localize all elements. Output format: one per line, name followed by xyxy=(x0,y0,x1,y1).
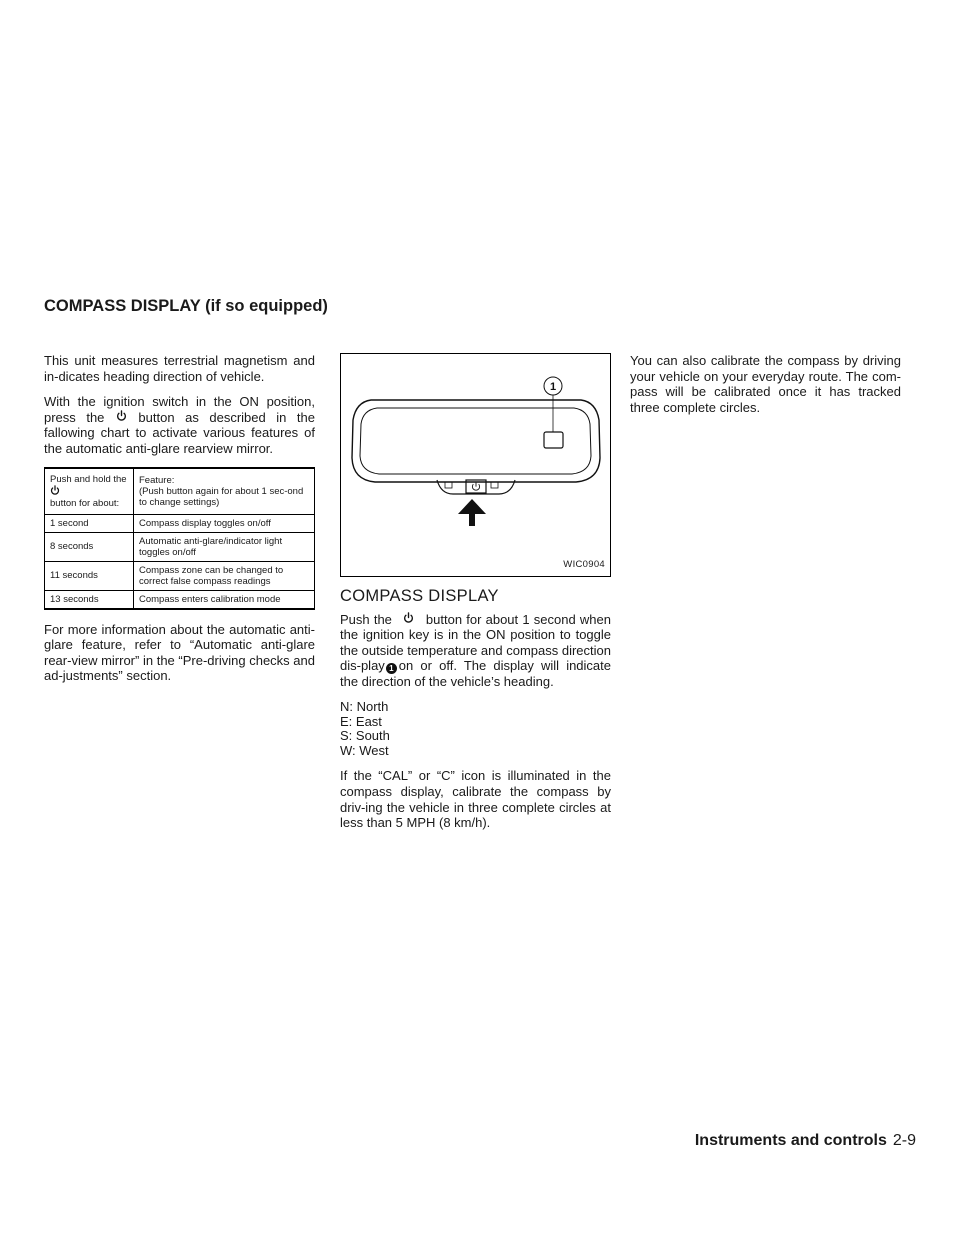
table-cell-time: 11 seconds xyxy=(45,561,134,590)
instruction-text-b: button as described in the fallowing chart to activate various features of the automatic anti-glare rearview mirror. xyxy=(44,409,315,456)
table-row xyxy=(45,514,315,532)
list-item: E: East xyxy=(340,713,382,729)
table-cell-feature: Compass display toggles on/off xyxy=(134,514,315,532)
rearview-mirror-illustration xyxy=(341,354,610,576)
list-item: S: South xyxy=(340,728,390,744)
calibration-paragraph: If the “CAL” or “C” icon is illuminated in the compass display, calibrate the compass by driv-ing the vehicle in three complete circles at less than 5 MPH (8 km/h). xyxy=(340,768,611,831)
toggle-paragraph xyxy=(340,612,611,690)
header-cell-feature xyxy=(134,468,315,515)
table-cell-feature: Compass enters calibration mode xyxy=(134,590,315,609)
section-title: COMPASS DISPLAY (if so equipped) xyxy=(44,297,328,315)
column-3 xyxy=(630,353,901,425)
header-feature-note: (Push button again for about 1 sec-ond to change settings) xyxy=(139,485,304,508)
instruction-paragraph xyxy=(44,394,315,456)
toggle-text-b: button for about 1 second when the ignition key is in the ON position to toggle the outside temperature and compass direction dis-play xyxy=(340,611,611,674)
power-icon xyxy=(50,487,60,498)
figure-callout: 1 xyxy=(549,381,557,393)
column-2 xyxy=(340,353,611,841)
toggle-text-a: Push the xyxy=(340,611,392,627)
table-row xyxy=(45,561,315,590)
table-header-row xyxy=(45,468,315,515)
table-cell-time: 1 second xyxy=(45,514,134,532)
power-icon xyxy=(392,612,426,624)
chapter-label: Instruments and controls xyxy=(694,1132,887,1149)
header-duration-text-a: Push and hold the xyxy=(50,473,127,485)
list-item: N: North xyxy=(340,698,389,714)
mirror-figure xyxy=(340,353,611,577)
table-cell-time: 13 seconds xyxy=(45,590,134,609)
column-1 xyxy=(44,353,315,694)
table-row xyxy=(45,532,315,561)
power-icon xyxy=(104,410,138,422)
instruction-text-a: With the ignition switch in the ON position, press the xyxy=(44,394,315,425)
subsection-title: COMPASS DISPLAY xyxy=(340,587,499,605)
reference-paragraph: For more information about the automatic anti-glare feature, refer to “Automatic anti-glare rear-view mirror” in the “Pre-driving checks and ad-justments” section. xyxy=(44,621,315,684)
table-row xyxy=(45,590,315,609)
table-cell-feature: Automatic anti-glare/indicator light toggles on/off xyxy=(134,532,315,561)
figure-label: WIC0904 xyxy=(563,559,605,571)
header-feature-title: Feature: xyxy=(139,474,175,486)
route-calibration-paragraph: You can also calibrate the compass by driving your vehicle on your everyday route. The com-pass will be calibrated once it has tracked three complete circles. xyxy=(630,353,901,415)
feature-table xyxy=(44,467,315,610)
table-cell-feature: Compass zone can be changed to correct false compass readings xyxy=(134,561,315,590)
callout-marker: 1 xyxy=(386,663,397,674)
direction-list xyxy=(340,700,611,758)
page-number: 2-9 xyxy=(892,1132,916,1149)
toggle-text-c: on or off. The display will indicate the direction of the vehicle’s heading. xyxy=(340,658,611,690)
table-cell-time: 8 seconds xyxy=(45,532,134,561)
header-duration-text-b: button for about: xyxy=(50,497,120,509)
intro-paragraph: This unit measures terrestrial magnetism and in-dicates heading direction of vehicle. xyxy=(44,353,315,384)
page-footer xyxy=(695,1132,916,1150)
list-item: W: West xyxy=(340,742,389,758)
header-cell-duration xyxy=(45,468,134,515)
